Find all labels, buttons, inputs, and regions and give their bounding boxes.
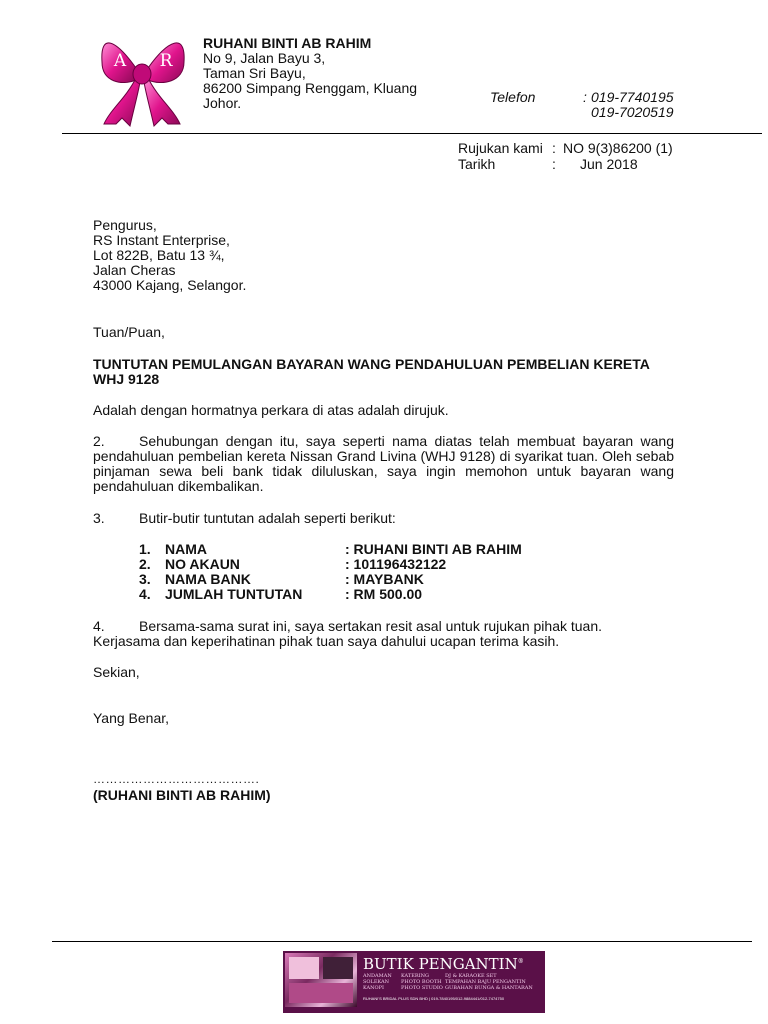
banner-title-text: BUTIK PENGANTIN: [363, 955, 518, 973]
phone-separator: :: [583, 89, 587, 105]
paragraph-number: 3.: [93, 510, 105, 526]
paragraph-number: 2.: [93, 433, 105, 449]
service-item: GUBAHAN BUNGA & HANTARAN: [445, 985, 533, 991]
trademark-mark: ®: [517, 958, 524, 965]
date-value: Jun 2018: [580, 156, 638, 172]
date-label: Tarikh: [458, 156, 496, 172]
reference-separator: :: [552, 140, 556, 156]
paragraph-text: Kerjasama dan keperihatinan pihak tuan saya dahului ucapan terima kasih.: [93, 633, 560, 649]
subject-line: TUNTUTAN PEMULANGAN BAYARAN WANG PENDAHULUAN PEMBELIAN KERETA: [93, 356, 650, 372]
bow-icon: [96, 28, 188, 128]
phone-number-1: 019-7740195: [591, 89, 674, 105]
header-divider: [62, 133, 762, 134]
sign-off: Yang Benar,: [93, 710, 170, 726]
opening-paragraph: Adalah dengan hormatnya perkara di atas adalah dirujuk.: [93, 402, 449, 418]
service-item: ANDAMAN: [363, 973, 392, 979]
claim-value: : MAYBANK: [345, 571, 424, 587]
paragraph-text: Butir-butir tuntutan adalah seperti berikut:: [139, 510, 396, 526]
paragraph-text: Bersama-sama surat ini, saya sertakan resit asal untuk rujukan pihak tuan.: [139, 618, 603, 634]
service-item: SOLEKAN: [363, 979, 390, 985]
claim-number: 1.: [139, 541, 151, 557]
sender-address-line: Taman Sri Bayu,: [203, 65, 306, 81]
service-item: KATERING: [401, 973, 429, 979]
recipient-line: Jalan Cheras: [93, 262, 176, 278]
paragraph-2: [93, 434, 674, 494]
claim-value: : 101196432122: [345, 556, 447, 572]
service-item: KANOPI: [363, 985, 384, 991]
date-separator: :: [552, 156, 556, 172]
service-item: PHOTO BOOTH: [401, 979, 442, 985]
claim-details-list: [139, 542, 522, 602]
banner-contact: RUHANI'S BRIDAL PLUS SDN BHD | 019-7840195/012-9884441/012-7474750: [363, 996, 505, 1001]
logo-ribbon: [96, 28, 188, 128]
reference-label: Rujukan kami: [458, 140, 543, 156]
recipient-line: Lot 822B, Batu 13 ¾,: [93, 247, 225, 263]
subject-line: WHJ 9128: [93, 371, 160, 387]
recipient-line: Pengurus,: [93, 217, 157, 233]
claim-key: NO AKAUN: [165, 556, 240, 572]
signatory-name: (RUHANI BINTI AB RAHIM): [93, 787, 271, 803]
claim-number: 4.: [139, 586, 151, 602]
photo-tile: [289, 983, 353, 1003]
claim-number: 3.: [139, 571, 151, 587]
list-item: [139, 542, 522, 557]
phone-number-2: 019-7020519: [591, 104, 674, 120]
claim-key: JUMLAH TUNTUTAN: [165, 586, 303, 602]
svg-text:R: R: [159, 51, 173, 71]
claim-value: : RM 500.00: [345, 586, 423, 602]
sender-name: RUHANI BINTI AB RAHIM: [203, 35, 372, 51]
list-item: [139, 572, 522, 587]
banner-title: [363, 953, 524, 973]
service-item: PHOTO STUDIO: [401, 985, 443, 991]
sender-address: [203, 51, 417, 111]
svg-text:A: A: [113, 51, 127, 71]
claim-key: NAMA: [165, 541, 207, 557]
footer-banner: [283, 951, 545, 1013]
sender-address-line: Johor.: [203, 95, 242, 111]
phone-label: Telefon: [490, 89, 536, 105]
paragraph-number: 4.: [93, 618, 105, 634]
paragraph-3: [93, 511, 396, 526]
photo-tile: [289, 957, 319, 979]
signature-line: ………………………………….: [93, 772, 260, 786]
services-column: [401, 973, 445, 991]
footer-divider: [52, 941, 752, 942]
list-item: [139, 557, 522, 572]
list-item: [139, 587, 522, 602]
service-item: DJ & KARAOKE SET: [445, 973, 497, 979]
services-column: [363, 973, 401, 991]
recipient-line: RS Instant Enterprise,: [93, 232, 230, 248]
paragraph-4: [93, 619, 693, 649]
salutation: Tuan/Puan,: [93, 324, 165, 340]
sender-address-line: 86200 Simpang Renggam, Kluang: [203, 80, 418, 96]
subject: [93, 357, 693, 387]
claim-number: 2.: [139, 556, 151, 572]
reference-value: NO 9(3)86200 (1): [563, 140, 673, 156]
recipient-address: [93, 218, 246, 293]
service-item: TEMPAHAN BAJU PENGANTIN: [445, 979, 526, 985]
sender-address-line: No 9, Jalan Bayu 3,: [203, 50, 326, 66]
services-column: [445, 973, 541, 991]
claim-value: : RUHANI BINTI AB RAHIM: [345, 541, 522, 557]
banner-photo-collage: [285, 953, 357, 1007]
banner-services: [363, 973, 541, 991]
claim-key: NAMA BANK: [165, 571, 251, 587]
closing: Sekian,: [93, 664, 140, 680]
photo-tile: [323, 957, 353, 979]
paragraph-text: Sehubungan dengan itu, saya seperti nama diatas telah membuat bayaran wang pendahuluan pembelian kereta Nissan Grand Livina (WHJ 9128) di syarikat tuan. Oleh sebab pinjaman sewa beli bank tidak diluluskan, saya ingin memohon untuk bayaran wang pendahuluan dikembalikan.: [93, 433, 674, 494]
recipient-line: 43000 Kajang, Selangor.: [93, 277, 247, 293]
